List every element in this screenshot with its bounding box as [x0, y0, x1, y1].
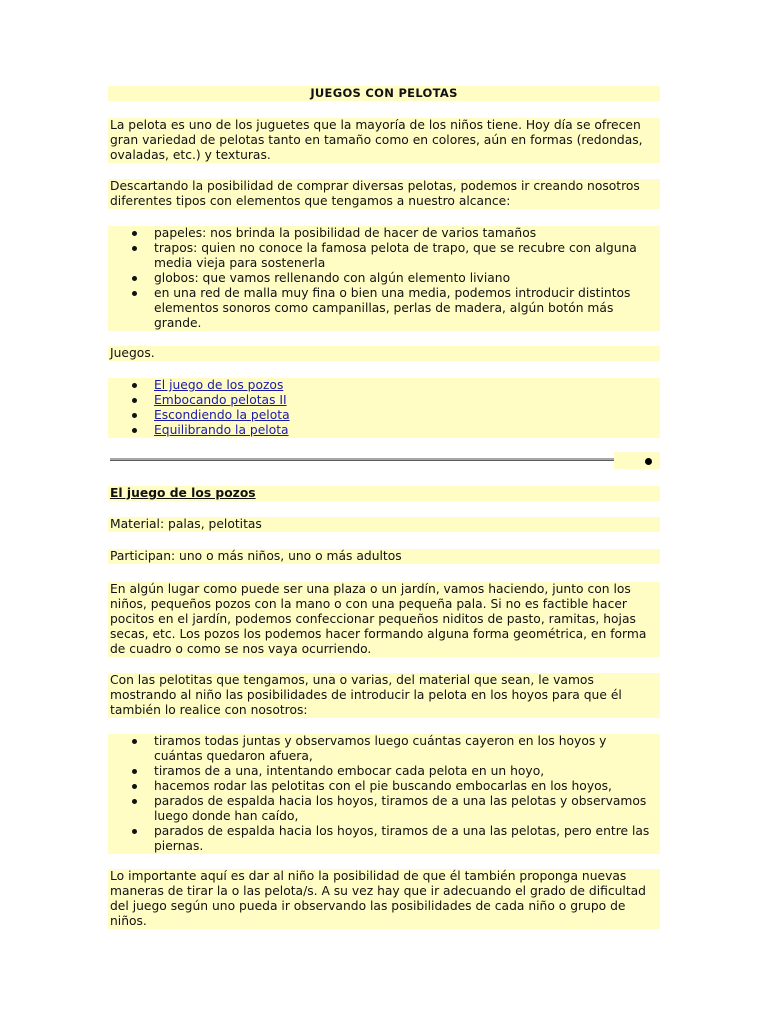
list-item: en una red de malla muy fina o bien una media, podemos introducir distintos elementos sonoros como campanillas, perlas de madera, algún botón más grande.: [108, 286, 660, 331]
list-item: [108, 423, 660, 438]
list-item: papeles: nos brinda la posibilidad de hacer de varios tamaños: [108, 226, 660, 241]
games-list: [108, 378, 660, 438]
intro-block-1: [108, 118, 660, 163]
link-equilibrando-la-pelota[interactable]: Equilibrando la pelota: [154, 423, 289, 437]
materials-block: [108, 226, 660, 331]
paragraph-1-block: [108, 582, 660, 657]
games-label-block: [108, 346, 660, 361]
horizontal-divider: [110, 458, 614, 461]
section-heading: El juego de los pozos: [110, 486, 256, 500]
games-label: Juegos.: [110, 346, 155, 360]
list-item: tiramos de a una, intentando embocar cada pelota en un hoyo,: [108, 764, 660, 779]
paragraph-1: En algún lugar como puede ser una plaza o un jardín, vamos haciendo, junto con los niños, pequeños pozos con la mano o con una pequeña pala. Si no es factible hacer pocitos en el jardín, podemos confeccionar pequeños niditos de pasto, ramitas, hojas secas, etc. Los pozos los podemos hacer formando alguna forma geométrica, en forma de cuadro o como se nos vaya ocurriendo.: [110, 582, 647, 656]
list-item: [108, 408, 660, 423]
list-item: hacemos rodar las pelotitas con el pie buscando embocarlas en los hoyos,: [108, 779, 660, 794]
intro-paragraph-1: La pelota es uno de los juguetes que la mayoría de los niños tiene. Hoy día se ofrecen gran variedad de pelotas tanto en tamaño como en colores, aún en formas (redondas, ovaladas, etc.) y texturas.: [110, 118, 643, 162]
paragraph-2-block: [108, 673, 660, 718]
participants-block: [108, 549, 660, 564]
list-item: [108, 378, 660, 393]
closing-paragraph: Lo importante aquí es dar al niño la posibilidad de que él también proponga nuevas maneras de tirar la o las pelota/s. A su vez hay que ir adecuando el grado de dificultad del juego según uno pueda ir observando las posibilidades de cada niño o grupo de niños.: [110, 869, 646, 928]
intro-block-2: [108, 179, 660, 209]
closing-block: [108, 869, 660, 929]
bullet-dot-icon: [645, 458, 652, 465]
link-escondiendo-la-pelota[interactable]: Escondiendo la pelota: [154, 408, 290, 422]
page-title: JUEGOS CON PELOTAS: [310, 86, 458, 100]
materials-list: [108, 226, 660, 331]
link-embocando-pelotas[interactable]: Embocando pelotas II: [154, 393, 287, 407]
material-block: [108, 517, 660, 532]
paragraph-2: Con las pelotitas que tengamos, una o varias, del material que sean, le vamos mostrando al niño las posibilidades de introducir la pelota en los hoyos para que él también lo realice con nosotros:: [110, 673, 622, 717]
divider-highlight: [614, 452, 660, 469]
link-juego-de-los-pozos[interactable]: El juego de los pozos: [154, 378, 284, 392]
steps-block: [108, 734, 660, 854]
list-item: globos: que vamos rellenando con algún elemento liviano: [108, 271, 660, 286]
intro-paragraph-2: Descartando la posibilidad de comprar diversas pelotas, podemos ir creando nosotros diferentes tipos con elementos que tengamos a nuestro alcance:: [110, 179, 640, 208]
list-item: parados de espalda hacia los hoyos, tiramos de a una las pelotas y observamos luego donde han caído,: [108, 794, 660, 824]
title-block: [108, 86, 660, 101]
list-item: tiramos todas juntas y observamos luego cuántas cayeron en los hoyos y cuántas quedaron afuera,: [108, 734, 660, 764]
material-text: Material: palas, pelotitas: [110, 517, 262, 531]
steps-list: [108, 734, 660, 854]
list-item: [108, 393, 660, 408]
participants-text: Participan: uno o más niños, uno o más adultos: [110, 549, 402, 563]
games-links-block: [108, 378, 660, 438]
list-item: trapos: quien no conoce la famosa pelota de trapo, que se recubre con alguna media vieja para sostenerla: [108, 241, 660, 271]
section-heading-block: [108, 486, 660, 501]
list-item: parados de espalda hacia los hoyos, tiramos de a una las pelotas, pero entre las piernas.: [108, 824, 660, 854]
